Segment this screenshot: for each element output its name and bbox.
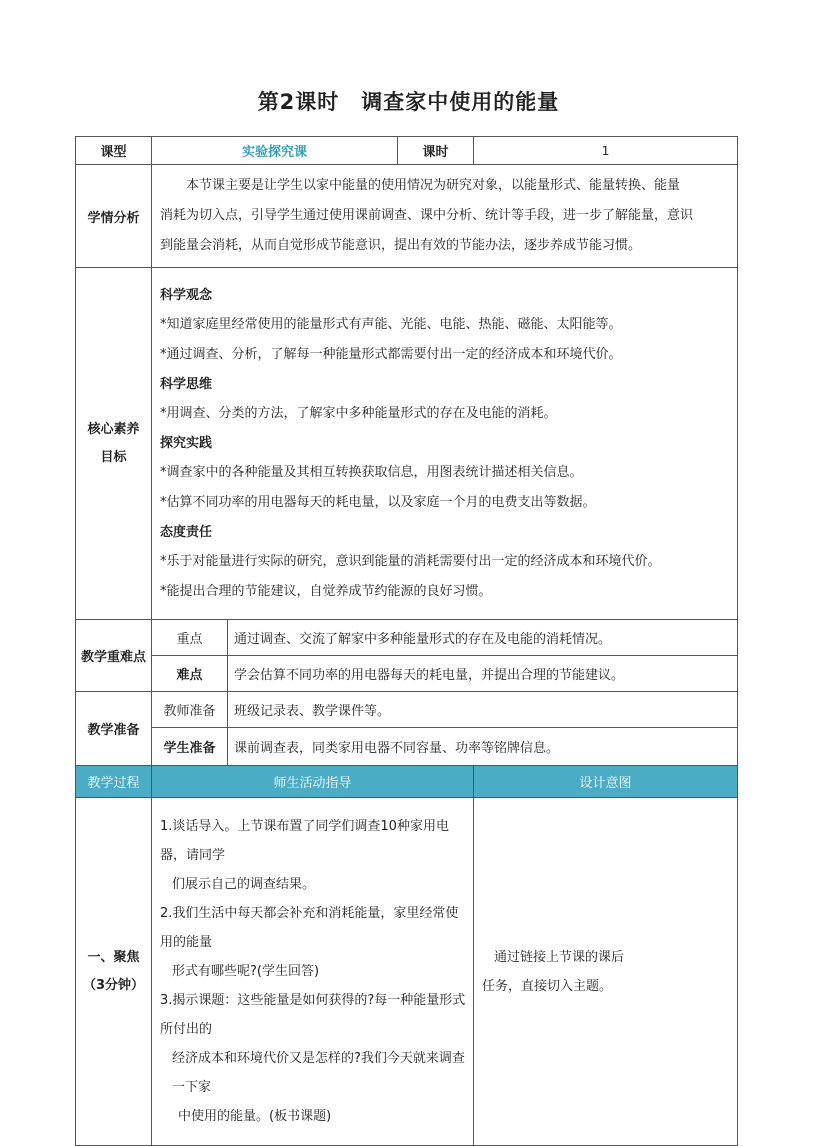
activity-line: 1.谈话导入。上节课布置了同学们调查10种家用电器，请同学 <box>160 819 449 863</box>
row-difficulty <box>76 656 738 692</box>
teacher-prep-label: 教师准备 <box>152 692 228 728</box>
row-focus <box>76 620 738 656</box>
stage-1-intent <box>474 798 738 1146</box>
activity-step <box>160 986 467 1131</box>
activity-line: 形式有哪些呢?(学生回答) <box>172 964 320 979</box>
activity-line: 经济成本和环境代价又是怎样的?我们今天就来调查一下家 <box>172 1051 465 1095</box>
difficulty-label: 难点 <box>152 656 228 692</box>
core-item: *用调查、分类的方法，了解家中多种能量形式的存在及电能的消耗。 <box>160 405 557 421</box>
activity-line: 中使用的能量。(板书课题) <box>178 1109 332 1124</box>
activity-line: 2.我们生活中每天都会补充和消耗能量，家里经常使用的能量 <box>160 906 459 950</box>
core-item: *知道家庭里经常使用的能量形式有声能、光能、电能、热能、磁能、太阳能等。 <box>160 316 622 332</box>
student-prep-label: 学生准备 <box>152 728 228 766</box>
activity-step <box>160 812 467 899</box>
student-prep-text: 课前调查表，同类家用电器不同容量、功率等铭牌信息。 <box>228 728 738 766</box>
focus-text: 通过调查、交流了解家中多种能量形式的存在及电能的消耗情况。 <box>228 620 738 656</box>
intent-line: 通过链接上节课的课后 <box>494 949 625 965</box>
core-heading: 科学思维 <box>160 376 213 392</box>
activity-line: 们展示自己的调查结果。 <box>172 877 316 892</box>
process-header-stage: 教学过程 <box>76 766 152 798</box>
period-label: 课时 <box>398 137 474 165</box>
period-value: 1 <box>474 137 738 165</box>
core-label <box>76 268 152 620</box>
difficulty-text: 学会估算不同功率的用电器每天的耗电量，并提出合理的节能建议。 <box>228 656 738 692</box>
lesson-plan-table <box>75 136 738 1146</box>
analysis-label: 学情分析 <box>76 165 152 268</box>
row-teacher-prep <box>76 692 738 728</box>
core-heading: 态度责任 <box>160 524 213 540</box>
preparation-label: 教学准备 <box>76 692 152 766</box>
activity-line: 3.揭示课题：这些能量是如何获得的?每一种能量形式所付出的 <box>160 993 466 1037</box>
stage-1-activities <box>152 798 474 1146</box>
stage-1-name-cell <box>76 798 152 1146</box>
type-value: 实验探究课 <box>152 137 398 165</box>
stage-1-time: （3分钟） <box>82 977 145 993</box>
analysis-text <box>152 165 738 268</box>
core-item: *调查家中的各种能量及其相互转换获取信息，用图表统计描述相关信息。 <box>160 464 583 480</box>
row-core <box>76 268 738 620</box>
process-header-intent: 设计意图 <box>474 766 738 798</box>
teacher-prep-text: 班级记录表、教学课件等。 <box>228 692 738 728</box>
core-label-line: 核心素养 <box>87 421 140 437</box>
key-points-label: 教学重难点 <box>76 620 152 692</box>
analysis-line: 到能量会消耗，从而自觉形成节能意识，提出有效的节能办法，逐步养成节能习惯。 <box>160 238 642 253</box>
analysis-line: 本节课主要是让学生以家中能量的使用情况为研究对象，以能量形式、能量转换、能量 <box>186 178 681 193</box>
type-label: 课型 <box>76 137 152 165</box>
core-item: *乐于对能量进行实际的研究，意识到能量的消耗需要付出一定的经济成本和环境代价。 <box>160 553 661 569</box>
focus-label: 重点 <box>152 620 228 656</box>
analysis-line: 消耗为切入点，引导学生通过使用课前调查、课中分析、统计等手段，进一步了解能量，意识 <box>160 208 694 223</box>
stage-1-name: 一、聚焦 <box>87 949 140 965</box>
process-header-row <box>76 766 738 798</box>
row-stage-1 <box>76 798 738 1146</box>
row-analysis <box>76 165 738 268</box>
core-label-line: 目标 <box>100 449 127 465</box>
core-content <box>152 268 738 620</box>
row-student-prep <box>76 728 738 766</box>
row-type <box>76 137 738 165</box>
core-item: *能提出合理的节能建议，自觉养成节约能源的良好习惯。 <box>160 583 492 599</box>
core-heading: 探究实践 <box>160 435 213 451</box>
intent-line: 任务，直接切入主题。 <box>482 978 613 994</box>
activity-step <box>160 899 467 986</box>
process-header-activity: 师生活动指导 <box>152 766 474 798</box>
page-title: 第2课时 调查家中使用的能量 <box>257 90 560 114</box>
core-heading: 科学观念 <box>160 287 213 303</box>
core-item: *通过调查、分析，了解每一种能量形式都需要付出一定的经济成本和环境代价。 <box>160 346 622 362</box>
core-item: *估算不同功率的用电器每天的耗电量，以及家庭一个月的电费支出等数据。 <box>160 494 596 510</box>
